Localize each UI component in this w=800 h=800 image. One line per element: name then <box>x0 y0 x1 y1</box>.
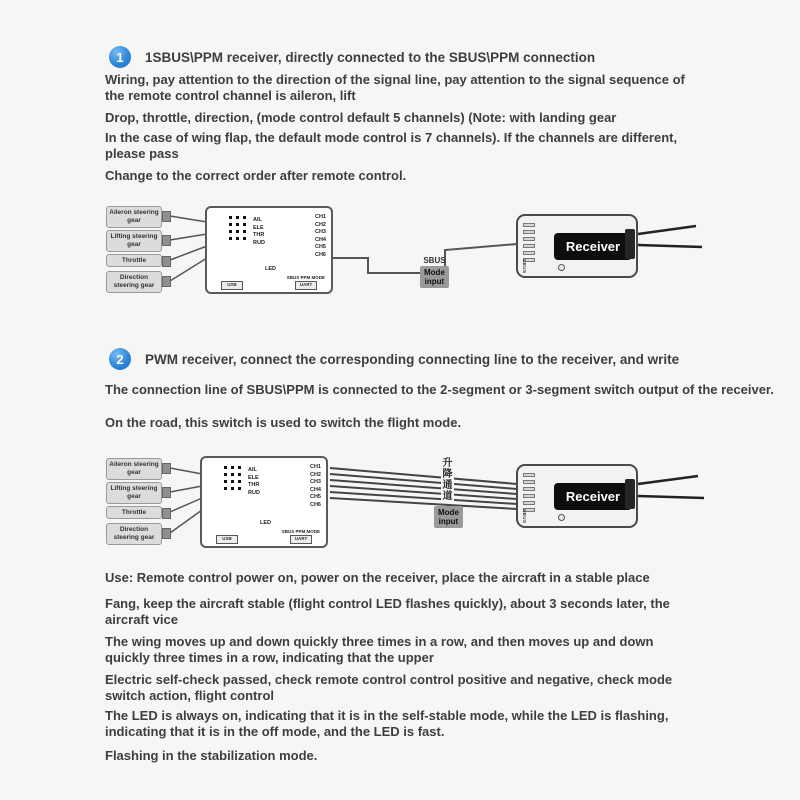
uart-port: UART <box>295 281 317 290</box>
usage-paragraph-5: The LED is always on, indicating that it is in the self-stable mode, while the LED is flashing, indicating that it is in the off mode, and the LED is fast. <box>105 708 669 739</box>
input-text: input <box>438 517 459 526</box>
step2-paragraph-2: On the road, this switch is used to switch the flight mode. <box>105 415 462 430</box>
step1-paragraph-2: Drop, throttle, direction, (mode control default 5 channels) (Note: with landing gear <box>105 110 617 125</box>
servo-connector-icon <box>162 508 171 519</box>
fc-pin-ch6: CH6 <box>314 251 326 258</box>
fc-pin-ch5: CH5 <box>314 244 326 250</box>
mode-text: Mode <box>438 508 459 517</box>
servo-label-throttle: Throttle <box>106 254 162 267</box>
servo-label-aileron: Aileron steering gear <box>106 458 162 480</box>
pwm-wire <box>330 498 517 509</box>
receiver-pin-strip <box>523 473 535 512</box>
sbus-mode-input-label <box>420 256 449 288</box>
fc-pin-ch5: CH5 <box>309 494 321 500</box>
receiver-sbus-label: SBUS <box>522 509 527 524</box>
servo-label-direction: Direction steering gear <box>106 271 162 293</box>
usb-port: USB <box>221 281 243 290</box>
fc-led-label: LED <box>260 520 271 526</box>
receiver-label: Receiver <box>554 233 632 260</box>
servo-connector-icon <box>162 528 171 539</box>
usb-port: USB <box>216 535 238 544</box>
fc-pin-ch1: CH1 <box>309 464 321 470</box>
fc-pin-thr: THR <box>253 232 265 238</box>
receiver-antenna-connector <box>625 229 635 259</box>
fc-pin-ail: AIL <box>253 217 262 223</box>
servo-connector-icon <box>162 235 171 246</box>
fc-pin-ch2: CH2 <box>309 471 321 478</box>
step2-title: PWM receiver, connect the corresponding connecting line to the receiver, and write <box>145 351 680 367</box>
mode-text: Mode <box>424 268 445 277</box>
usage-paragraph-4: Electric self-check passed, check remote control control positive and negative, check mode switch action, flight control <box>105 672 673 703</box>
fc-pin-rud: RUD <box>248 489 260 496</box>
pin-header-icon <box>229 216 246 240</box>
fc-pin-thr: THR <box>248 482 260 488</box>
fc-pin-ail: AIL <box>248 467 257 473</box>
pin-header-icon <box>224 466 241 490</box>
usage-paragraph-1: Use: Remote control power on, power on the receiver, place the aircraft in a stable place <box>105 570 650 585</box>
usage-paragraph-2: Fang, keep the aircraft stable (flight control LED flashes quickly), about 3 seconds later, the aircraft vice <box>105 596 670 627</box>
servo-label-lifting: Lifting steering gear <box>106 230 162 252</box>
step1-header <box>109 46 595 68</box>
fc-pin-ch3: CH3 <box>309 479 321 485</box>
antenna-wire <box>638 226 696 234</box>
fc-mode-label: SBUS PPM MODE <box>281 529 320 534</box>
step1-paragraph-3: In the case of wing flap, the default mode control is 7 channels). If the channels are different, please pass <box>105 130 678 161</box>
mode-input-badge <box>434 506 463 528</box>
channel-vertical-label: 升降通道 <box>442 458 453 502</box>
fc-pin-ele: ELE <box>253 224 264 231</box>
receiver-bind-button <box>558 264 565 271</box>
receiver-module <box>516 214 638 278</box>
antenna-wire <box>638 496 704 498</box>
mode-input-badge <box>420 266 449 288</box>
servo-label-direction: Direction steering gear <box>106 523 162 545</box>
sbus-text: SBUS <box>423 256 446 265</box>
servo-connector-icon <box>162 463 171 474</box>
servo-connector-icon <box>162 211 171 222</box>
receiver-pin-strip <box>523 223 535 262</box>
fc-input-pin-labels <box>248 467 260 497</box>
servo-label-throttle: Throttle <box>106 506 162 519</box>
usage-paragraph-6: Flashing in the stabilization mode. <box>105 748 318 763</box>
receiver-module <box>516 464 638 528</box>
antenna-wire <box>638 476 698 484</box>
servo-connector-icon <box>162 487 171 498</box>
fc-channel-pin-labels <box>315 214 326 259</box>
fc-pin-ch4: CH4 <box>314 236 326 243</box>
servo-connector-icon <box>162 276 171 287</box>
receiver-label: Receiver <box>554 483 632 510</box>
fc-pin-ch2: CH2 <box>314 221 326 228</box>
servo-label-aileron: Aileron steering gear <box>106 206 162 228</box>
fc-led-label: LED <box>265 266 276 272</box>
step1-paragraph-4: Change to the correct order after remote control. <box>105 168 407 183</box>
step2-number-badge: 2 <box>109 348 131 370</box>
receiver-sbus-label: SBUS <box>522 259 527 274</box>
fc-pin-ch3: CH3 <box>314 229 326 235</box>
servo-connector-icon <box>162 256 171 267</box>
step1-paragraph-1: Wiring, pay attention to the direction of the signal line, pay attention to the signal sequence of the remote control channel is aileron, lift <box>105 72 685 103</box>
fc-pin-ch4: CH4 <box>309 486 321 493</box>
fc-channel-pin-labels <box>310 464 321 509</box>
antenna-wire <box>638 245 702 247</box>
fc-mode-label: SBUS PPM MODE <box>286 275 325 280</box>
fc-pin-ch1: CH1 <box>314 214 326 220</box>
flight-controller-board <box>205 206 333 294</box>
diagram-sbus-connection <box>0 200 800 312</box>
mode-input-label <box>434 506 463 528</box>
fc-input-pin-labels <box>253 217 265 247</box>
servo-label-lifting: Lifting steering gear <box>106 482 162 504</box>
step1-title: 1SBUS\PPM receiver, directly connected to the SBUS\PPM connection <box>145 49 596 65</box>
step1-number-badge: 1 <box>109 46 131 68</box>
receiver-antenna-connector <box>625 479 635 509</box>
diagram-pwm-connection <box>0 452 800 570</box>
usage-paragraph-3: The wing moves up and down quickly three times in a row, and then moves up and down quickly three times in a row, indicating that the upper <box>105 634 654 665</box>
step2-paragraph-1: The connection line of SBUS\PPM is connected to the 2-segment or 3-segment switch output of the receiver. <box>105 382 774 397</box>
fc-pin-ch6: CH6 <box>309 501 321 508</box>
input-text: input <box>424 277 445 286</box>
flight-controller-board <box>200 456 328 548</box>
receiver-bind-button <box>558 514 565 521</box>
uart-port: UART <box>290 535 312 544</box>
fc-pin-rud: RUD <box>253 239 265 246</box>
fc-pin-ele: ELE <box>248 474 259 481</box>
step2-header <box>109 348 679 370</box>
